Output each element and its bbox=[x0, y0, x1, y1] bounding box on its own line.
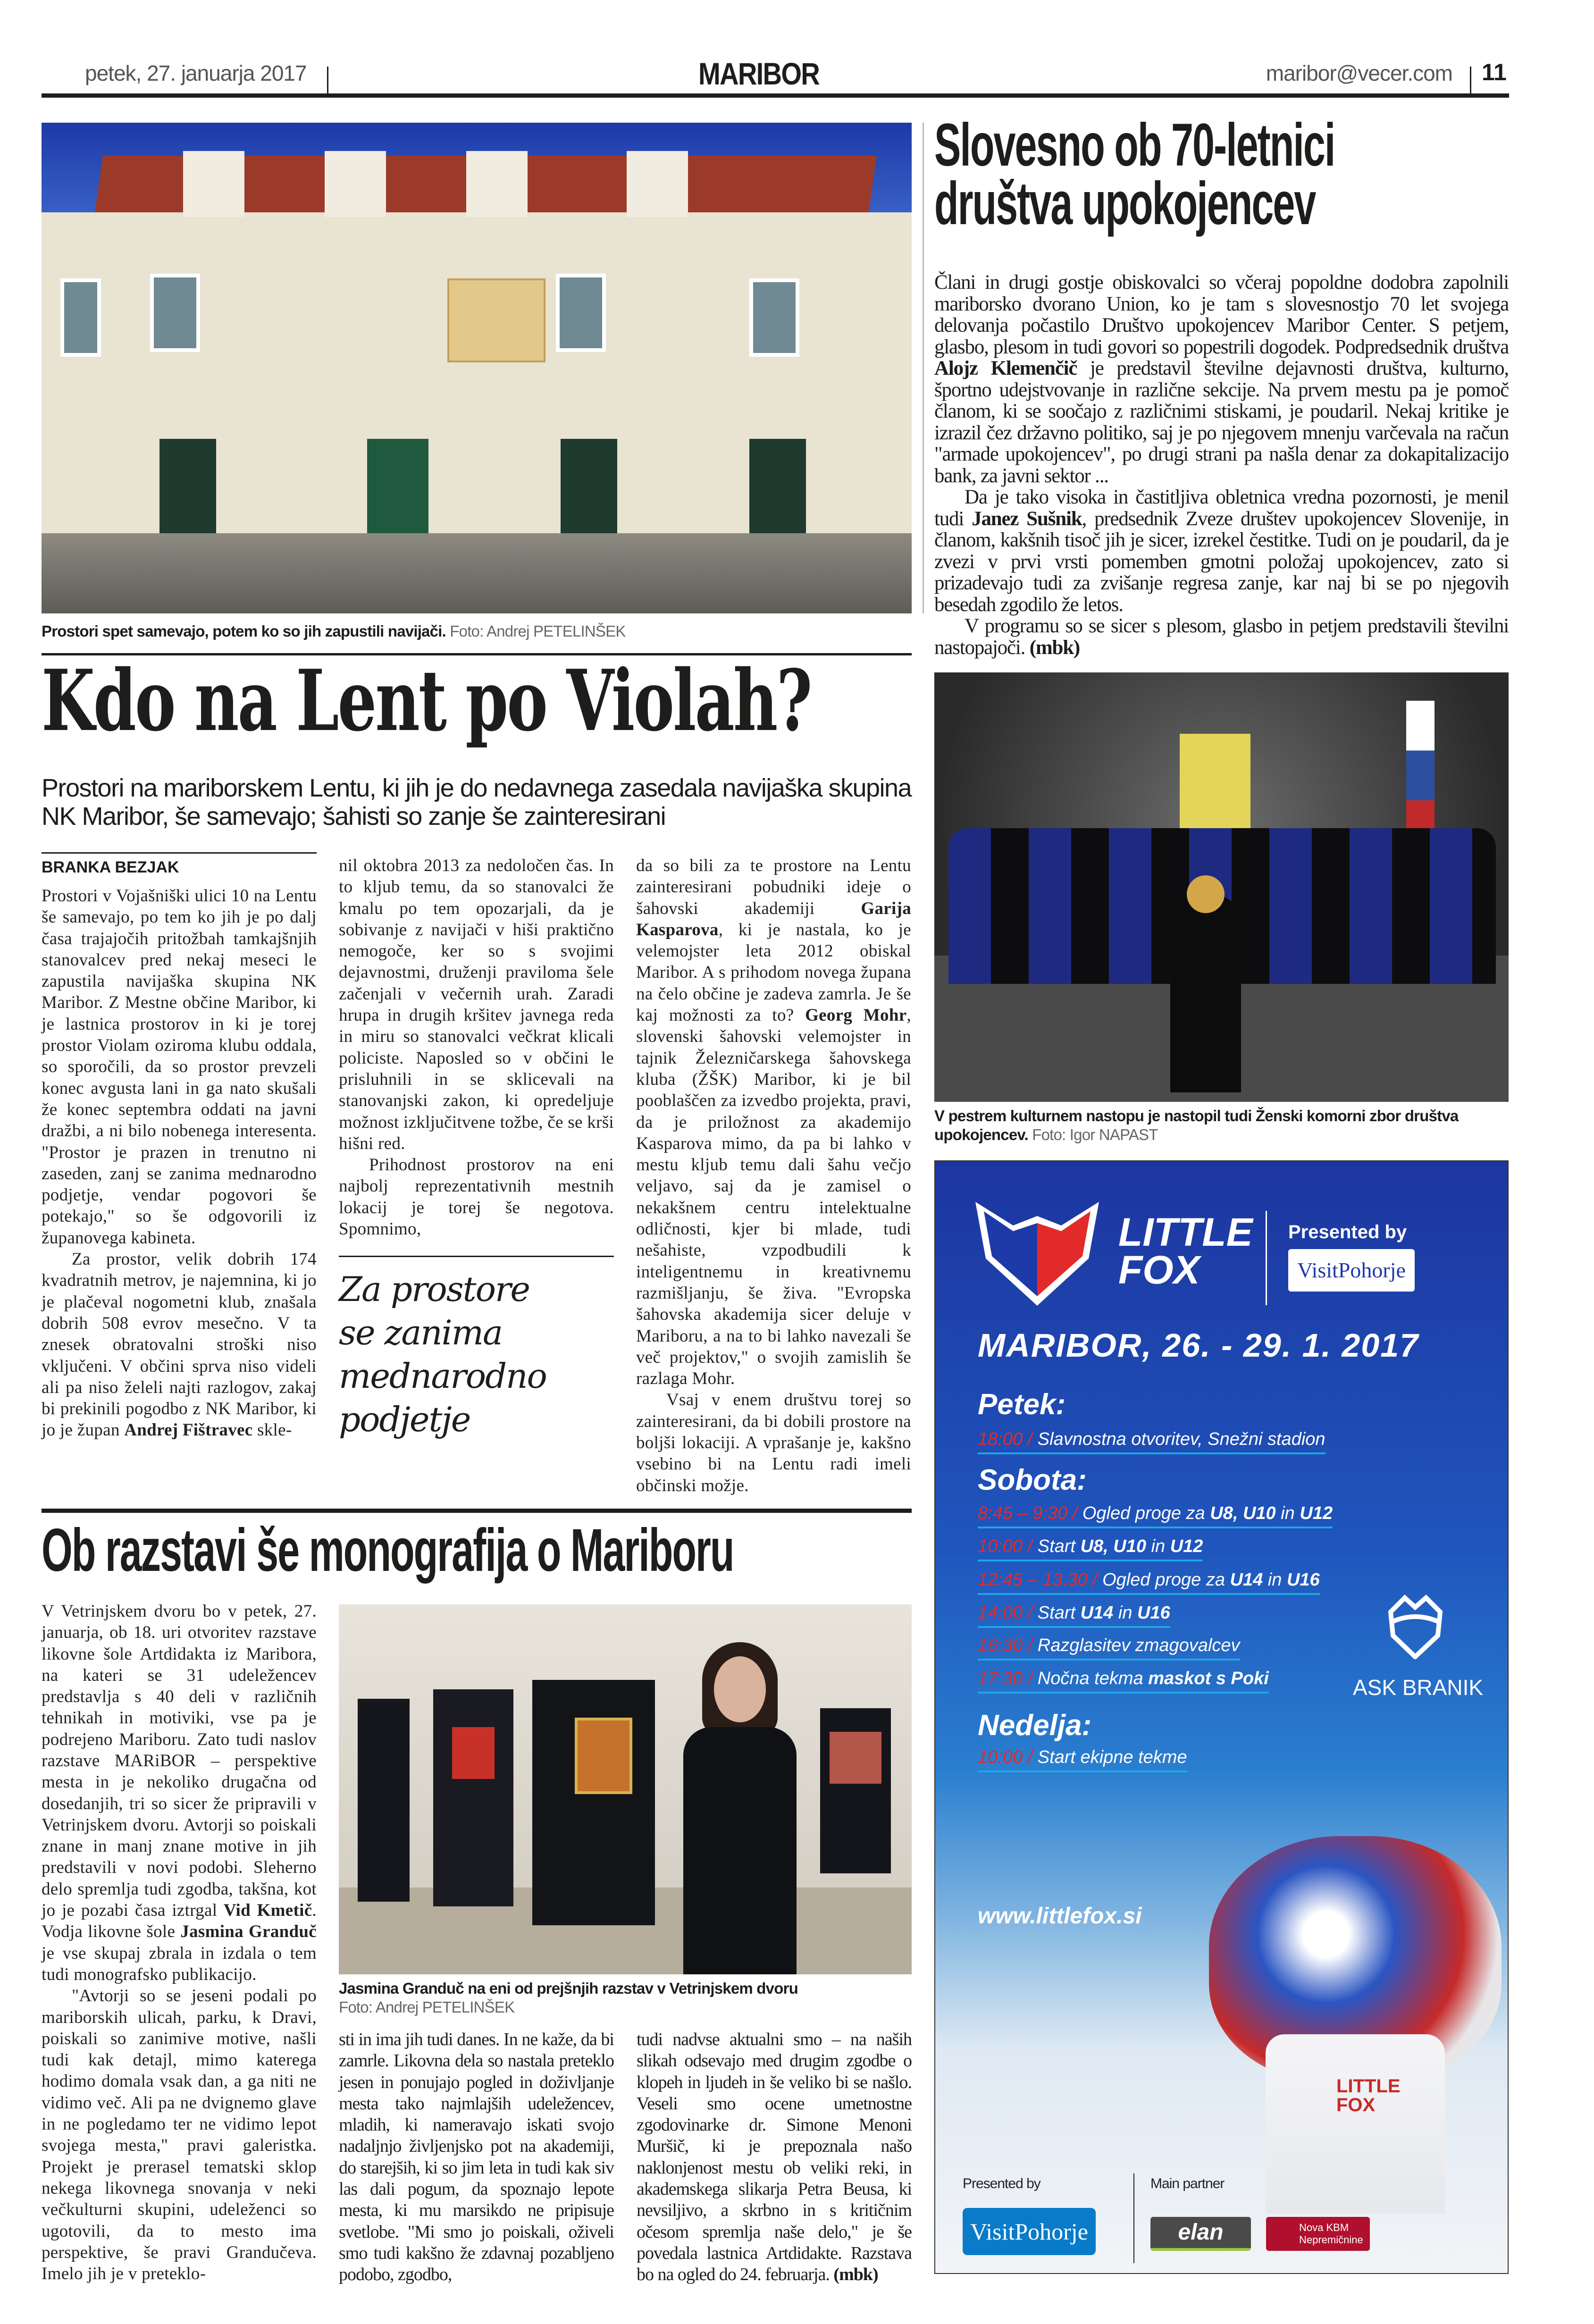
brand-line: FOX bbox=[1118, 1248, 1200, 1292]
schedule-row bbox=[978, 1747, 1187, 1772]
text-run: , predsednik Zveze društev upokojencev Slovenije, in članom, kakšnih tisoč jih je sicer, izrekel čestitke. Tudi on je poudaril, da je zvezi v prvi vrsti pomemben gmotni položaj upokojencev, zato si prizadevajo tudi za zvišanje regresa zanje, kar naj bi se po njegovih besedah zgodilo že letos. bbox=[934, 507, 1509, 616]
text-run: in bbox=[1146, 1536, 1170, 1556]
sundial bbox=[447, 278, 545, 362]
second-lower-columns bbox=[339, 2029, 912, 2286]
choir-photo bbox=[934, 672, 1509, 1102]
paragraph bbox=[636, 1389, 911, 1496]
schedule-row bbox=[978, 1570, 1320, 1595]
schedule-time: 16:30 / bbox=[978, 1636, 1033, 1655]
schedule-time: 12:45 – 13.30 / bbox=[978, 1570, 1098, 1590]
article-column-2 bbox=[339, 855, 614, 1240]
bold-name: Vid Kmetič bbox=[223, 1901, 312, 1921]
visit-pohorje-footer-logo[interactable]: VisitPohorje bbox=[963, 2208, 1096, 2255]
exhibition-caption bbox=[339, 1979, 912, 2017]
text-run: Prihodnost prostorov na eni najbolj reprezentativnih mestnih lokacij je torej še negotova. Spomnimo, bbox=[339, 1155, 614, 1239]
footer-divider bbox=[1133, 2173, 1134, 2263]
text-run: Razglasitev zmagovalcev bbox=[1032, 1636, 1240, 1655]
text-run: Start bbox=[1032, 1536, 1081, 1556]
paragraph bbox=[637, 2029, 912, 2286]
bold-name: U8, U10 bbox=[1080, 1536, 1146, 1556]
byline-rule bbox=[42, 852, 317, 854]
window bbox=[60, 278, 101, 357]
main-article-columns bbox=[42, 852, 912, 1496]
second-column-2 bbox=[339, 2029, 614, 2286]
text-run: in bbox=[1275, 1503, 1300, 1523]
article-column-3 bbox=[636, 855, 911, 1496]
day-petek: Petek: bbox=[978, 1388, 1066, 1421]
window bbox=[150, 274, 200, 352]
schedule-time: 18:00 / bbox=[978, 1429, 1033, 1449]
pull-quote bbox=[339, 1267, 614, 1441]
brand-line: LITTLE bbox=[1336, 2076, 1401, 2097]
paragraph bbox=[934, 615, 1509, 658]
text-run: tudi nadvse aktualni smo – na naših slikah odsevajo med drugim zgodbe o klopeh in ljudeh in še veliko bi se našlo. Veseli smo ocene umetnostne zgodovinarke dr. Simone Menoni Muršič, ki je prepoznala našo naklonjenost mestu ob veliki reki, in akademskega slikarja Petra Beusa, ki nevsiljivo, a skrbno in s kritičnim očesom spremlja naše delo," je še povedala lastnica Artdidakte. Razstava bo na ogled do 24. februarja. bbox=[637, 2029, 912, 2285]
paragraph bbox=[339, 1154, 614, 1240]
bold-name: (mbk) bbox=[1029, 636, 1080, 659]
visit-pohorje-logo[interactable]: VisitPohorje bbox=[1288, 1249, 1415, 1292]
right-article-body bbox=[934, 272, 1509, 658]
column-divider bbox=[923, 123, 924, 613]
bold-name: U16 bbox=[1286, 1570, 1320, 1590]
bold-name: U14 bbox=[1230, 1570, 1263, 1590]
text-run: in bbox=[1113, 1603, 1138, 1623]
paragraph bbox=[42, 1249, 317, 1441]
fox-logo-icon bbox=[971, 1197, 1104, 1308]
bold-name: Jasmina Granduč bbox=[180, 1922, 317, 1942]
text-run: . Vodja likovne šole bbox=[42, 1901, 317, 1942]
conductor bbox=[1170, 894, 1241, 1092]
window bbox=[749, 278, 799, 357]
right-headline bbox=[934, 111, 1335, 237]
right-page-area bbox=[934, 111, 1509, 2274]
text-run: Člani in drugi gostje obiskovalci so včeraj popoldne dodobra zapolnili mariborsko dvorano Union, ko je tam s slovesnostjo 70 let svojega delovanja počastilo Društvo upokojencev Maribor Center. S petjem, glasbo, plesom in tudi govori so popestrili dogodek. Podpredsednik društva bbox=[934, 271, 1509, 358]
website-link[interactable]: www.littlefox.si bbox=[978, 1904, 1142, 1929]
paragraph bbox=[42, 1601, 317, 1985]
window bbox=[556, 274, 606, 352]
choir-caption bbox=[934, 1107, 1509, 1144]
dormer bbox=[466, 151, 528, 217]
paragraph bbox=[934, 487, 1509, 615]
bold-name: Alojz Klemenčič bbox=[934, 357, 1077, 379]
text-run: V Vetrinjskem dvoru bo v petek, 27. januarja, ob 18. uri otvoritev razstave likovne šole Artdidakta iz Maribora, na kateri se 31 udeležencev predstavlja s 40 deli v različnih tehnikah in motiviki, vse pa je podrejeno Mariboru. Zato tudi naslov razstave MARiBOR – perspektive mesta in je nekoliko drugačna od dosedanjih, tri so sicer že pripravili v Vetrinjskem dvoru. Avtorji so poiskali znane in manj znane motive in jih predstavili v novi podobi. Sleherno delo spremlja tudi zgodba, takšna, kot jo je pozabi časa iztrgal bbox=[42, 1601, 317, 1921]
day-sobota: Sobota: bbox=[978, 1464, 1087, 1496]
schedule-row bbox=[978, 1636, 1240, 1661]
conductor-head bbox=[1187, 875, 1225, 913]
elan-logo[interactable]: elan bbox=[1150, 2217, 1251, 2251]
photo-credit: Foto: Andrej PETELINŠEK bbox=[450, 622, 626, 640]
caption-text: V pestrem kulturnem nastopu je nastopil tudi Ženski komorni zbor društva upokojencev. bbox=[934, 1107, 1459, 1143]
page-number: 11 bbox=[1482, 59, 1507, 85]
article-column-1 bbox=[42, 885, 317, 1441]
bold-name: Garija Kasparova bbox=[636, 898, 911, 940]
bold-name: Janez Sušnik bbox=[972, 507, 1082, 530]
presented-by-label: Presented by bbox=[1288, 1222, 1407, 1242]
divider bbox=[1266, 1211, 1267, 1305]
bold-name: maskot s Poki bbox=[1148, 1669, 1269, 1688]
photo-caption bbox=[42, 622, 626, 641]
subheadline: Prostori na mariborskem Lentu, ki jih je do nedavnega zasedala navijaška skupina NK Maribor, še samevajo; šahisti so zanje še zainteresirani bbox=[42, 774, 912, 831]
dormer bbox=[627, 151, 688, 217]
text-run: , ki je nastala, ko je velemojster leta 2012 obiskal Maribor. A s prihodom novega župana na čelo občine je zadeva zamrla. Je še kaj možnosti za to? bbox=[636, 920, 911, 1025]
brand-line: LITTLE bbox=[1118, 1210, 1253, 1254]
paragraph bbox=[339, 855, 614, 1154]
schedule-row bbox=[978, 1429, 1326, 1454]
display-panel bbox=[532, 1680, 655, 1925]
schedule-time: 14:00 / bbox=[978, 1603, 1033, 1623]
ask-branik-logo-icon bbox=[1386, 1593, 1445, 1659]
paragraph bbox=[42, 1985, 317, 2284]
section-rule bbox=[42, 1509, 912, 1513]
bold-name: Georg Mohr bbox=[805, 1006, 907, 1025]
schedule-row bbox=[978, 1536, 1203, 1561]
brand-line: FOX bbox=[1336, 2095, 1376, 2115]
woman-dress bbox=[683, 1727, 797, 1974]
text-run: "Avtorji so se jeseni podali po mariborskih ulicah, parku, k Dravi, poiskali so zanimive motive, našli tudi kak detajl, mimo katerega hodimo domala vsak dan, a ga niti ne vidimo več. Ali pa ne dvignemo glave in ne pogledamo ter ne vidimo lepot svojega mesta," pravi galeristka. Projekt je prerasel tematski sklop nekega likovnega snovanja v neki večkulturni skupini, udeleženci so ugotovili, da to mesto ima perspektive, še pravi Grandučeva. Imelo jih je v preteklo- bbox=[42, 1986, 317, 2284]
pull-quote-line: Za prostore bbox=[339, 1269, 529, 1309]
text-run: Start bbox=[1032, 1603, 1081, 1623]
text-run: nil oktobra 2013 za nedoločen čas. In to kljub temu, da so stanovalci že kmalu po tem opozarjali, da je sobivanje z navijači v hiši praktično nemogoče, ker so s svojimi dejavnostmi, druženji praviloma šele začenjali v večernih urah. Zaradi hrupa in drugih kršitev javnega reda in miru so stanovalci večkrat klicali policiste. Naposled so v občini le prisluhnili in se sklicevali na stanovanjski zakon, ki opredeljuje možnost izključitvene tožbe, če se krši hišni red. bbox=[339, 856, 614, 1153]
bold-name: U8, U10 bbox=[1210, 1503, 1276, 1523]
paragraph bbox=[42, 885, 317, 1249]
pavement bbox=[42, 533, 912, 613]
mascot-body bbox=[1266, 2034, 1445, 2214]
headline: Kdo na Lent po Violah? bbox=[42, 651, 811, 750]
text-run: Prostori v Vojašniški ulici 10 na Lentu še samevajo, po tem ko jih je po dalj časa trajajočih pritožbah tamkajšnjih stanovalcev pred nekaj meseci le zapustila navijaška skupina NK Maribor. Z Mestne občine Maribor, ki je lastnica prostorov in ki je torej prostor Violam oziroma klubu oddala, so sporočili, da so prostor prevzeli konec avgusta lani in ga nato skušali že konec septembra oddati na javni dražbi, a ni bilo nobenega interesenta. "Prostor je prazen in trenutno ni zaseden, zanj se zanima mednarodno podjetje, vendar pogovori še potekajo," so še odgovorili iz županovega kabineta. bbox=[42, 886, 317, 1248]
pull-quote-line: mednarodno bbox=[339, 1356, 546, 1396]
photo-credit: Foto: Igor NAPAST bbox=[1032, 1126, 1158, 1143]
text-run: Ogled proge za bbox=[1077, 1503, 1210, 1523]
text-run: Start ekipne tekme bbox=[1032, 1747, 1187, 1767]
building-photo bbox=[42, 123, 912, 613]
text-run: Slavnostna otvoritev, Snežni stadion bbox=[1032, 1429, 1326, 1449]
text-run: sti in ima jih tudi danes. In ne kaže, da bi zamrle. Likovna dela so nastala preteklo jesen in ponujajo pogled in doživljanje mesta tako najmlajših udeležencev, mladih, ki nameravajo iskati svojo nadaljnjo življenjsko pot na akademiji, do starejših, ki so jim leta in tudi kak siv las dali pogum, da spoznajo lepote mesta, ki mu marsikdo ne pripisuje svetlobe. "Mi smo jo poiskali, oživeli smo tudi kakšno že zdavnaj pozabljeno podobo, zgodbo, bbox=[339, 2029, 614, 2285]
paragraph bbox=[339, 2029, 614, 2286]
text-run: Za prostor, velik dobrih 174 kvadratnih metrov, je najemnina, ki jo je plačeval nogometni klub, znašala dobrih 508 evrov mesečno. V ta znesek obratovalni stroški niso vključeni. V občini sprva niso videli ali pa niso želeli najti razlogov, zakaj bi prekinili pogodbo z NK Maribor, ki jo je župan bbox=[42, 1250, 317, 1440]
header-divider bbox=[1470, 67, 1471, 96]
dormer bbox=[325, 151, 386, 217]
headline-line: Slovesno ob 70-letnici bbox=[934, 111, 1335, 179]
caption-text: Jasmina Granduč na eni od prejšnjih razstav v Vetrinjskem dvoru bbox=[339, 1979, 798, 1997]
photo-credit: Foto: Andrej PETELINŠEK bbox=[339, 1998, 515, 2016]
text-run: , slovenski šahovski velemojster in tajnik Železničarskega šahovskega kluba (ŽŠK) Maribor, ki je bil pooblaščen za izvedbo projekta, pravi, da je priložnost za akademijo Kasparova mimo, da pa bi lahko v mestu kljub temu dali šahu večjo veljavo, saj da je zamisel o nekakšnem centru intelektualne odličnosti, kjer bi mlade, tudi nešahiste, vzpodbudili k inteligentnemu in kreativnemu razmišljanju, še živa. "Evropska šahovska akademija sicer deluje v Mariboru, a na to bi lahko navezali še več projektov," o svojih zamislih še razlaga Mohr. bbox=[636, 1006, 911, 1389]
header-divider bbox=[327, 67, 328, 96]
pull-quote-rule bbox=[339, 1256, 614, 1257]
column-2-wrap bbox=[339, 852, 614, 1441]
section-email[interactable]: maribor@vecer.com bbox=[1266, 61, 1452, 85]
event-dates: MARIBOR, 26. - 29. 1. 2017 bbox=[978, 1327, 1419, 1364]
headline-line: društva upokojencev bbox=[934, 170, 1316, 237]
display-panel bbox=[433, 1689, 513, 1906]
mascot-shirt-logo bbox=[1336, 2077, 1401, 2114]
text-run: in bbox=[1263, 1570, 1287, 1590]
column-1-wrap bbox=[42, 852, 317, 1441]
footer-presented-by: Presented by bbox=[963, 2176, 1040, 2191]
text-run: Da je tako visoka in častitljiva obletnica vredna pozornosti, je menil tudi bbox=[934, 486, 1509, 530]
schedule-time: 10:00 / bbox=[978, 1536, 1033, 1556]
schedule-row bbox=[978, 1669, 1269, 1694]
left-page-area bbox=[42, 852, 912, 2285]
pull-quote-line: se zanima bbox=[339, 1313, 502, 1353]
caption-text: Prostori spet samevajo, potem ko so jih zapustili navijači. bbox=[42, 622, 446, 640]
schedule-time: 8:45 – 9:30 / bbox=[978, 1503, 1078, 1523]
bold-name: U12 bbox=[1300, 1503, 1333, 1523]
pull-quote-line: podjetje bbox=[339, 1400, 470, 1440]
section-title: MARIBOR bbox=[698, 56, 820, 91]
second-article-body bbox=[42, 1601, 912, 2286]
little-fox-advert[interactable] bbox=[934, 1160, 1509, 2274]
display-panel bbox=[358, 1699, 410, 1902]
painting bbox=[452, 1727, 495, 1779]
issue-date: petek, 27. januarja 2017 bbox=[85, 61, 307, 85]
day-nedelja: Nedelja: bbox=[978, 1709, 1092, 1742]
bold-name: Andrej Fištravec bbox=[124, 1420, 253, 1440]
header-rule bbox=[42, 93, 1509, 98]
painting bbox=[830, 1732, 881, 1784]
schedule-time: 17:30 / bbox=[978, 1669, 1033, 1688]
bold-name: U16 bbox=[1137, 1603, 1170, 1623]
text-run: Ogled proge za bbox=[1097, 1570, 1230, 1590]
second-column-1 bbox=[42, 1601, 317, 2285]
text-run: Nočna tekma bbox=[1032, 1669, 1149, 1688]
text-run: je vse skupaj zbrala in izdala o tem tudi monografsko publikacijo. bbox=[42, 1943, 317, 1984]
bold-name: U14 bbox=[1080, 1603, 1114, 1623]
dormer bbox=[183, 151, 244, 217]
schedule-row bbox=[978, 1603, 1170, 1628]
text-run: je predstavil številne dejavnosti društva, kulturno, športno udejstvovanje in različne sekcije. Na prvem mestu pa je pomoč članom, ki se soočajo z različnimi stiskami, je poudaril. Nekaj kritike je izrazil čez državno politiko, saj je po njegovem mnenju varčevala na račun "armade upokojencev", po drugi strani pa našla denar za dokapitalizacijo bank, za javni sektor ... bbox=[934, 357, 1509, 487]
woman-face bbox=[714, 1656, 766, 1722]
club-name: ASK BRANIK bbox=[1353, 1675, 1484, 1700]
schedule-time: 10:00 / bbox=[978, 1747, 1033, 1767]
kbm-sub: Nepremičnine bbox=[1299, 2234, 1363, 2246]
brand-name bbox=[1118, 1210, 1253, 1292]
second-column-3 bbox=[637, 2029, 912, 2286]
second-right-wrap bbox=[339, 1601, 912, 2286]
second-headline: Ob razstavi še monografija o Mariboru bbox=[42, 1516, 734, 1584]
exhibition-photo bbox=[339, 1604, 912, 1974]
footer-main-partner: Main partner bbox=[1150, 2176, 1225, 2191]
paragraph bbox=[636, 855, 911, 1389]
column-3-wrap bbox=[636, 852, 911, 1496]
schedule-row bbox=[978, 1503, 1333, 1528]
byline: BRANKA BEZJAK bbox=[42, 858, 179, 876]
paragraph bbox=[934, 272, 1509, 487]
text-run: Vsaj v enem društvu torej so zainteresirani, da bi dobili prostore na boljši lokaciji. A vprašanje je, kakšno vsebino bi na Lentu radi imeli občinski možje. bbox=[636, 1390, 911, 1495]
bold-name: (mbk) bbox=[833, 2265, 878, 2285]
text-run: V programu so se sicer s plesom, glasbo in petjem predstavili številni nastopajoči. bbox=[934, 615, 1509, 659]
nova-kbm-logo[interactable] bbox=[1266, 2217, 1370, 2251]
text-run: da so bili za te prostore na Lentu zainteresirani pobudniki ideje o šahovski akademiji bbox=[636, 856, 911, 918]
text-run: skle- bbox=[252, 1420, 292, 1440]
painting bbox=[575, 1718, 632, 1794]
kbm-name: Nova KBM bbox=[1299, 2222, 1349, 2233]
bold-name: U12 bbox=[1170, 1536, 1203, 1556]
